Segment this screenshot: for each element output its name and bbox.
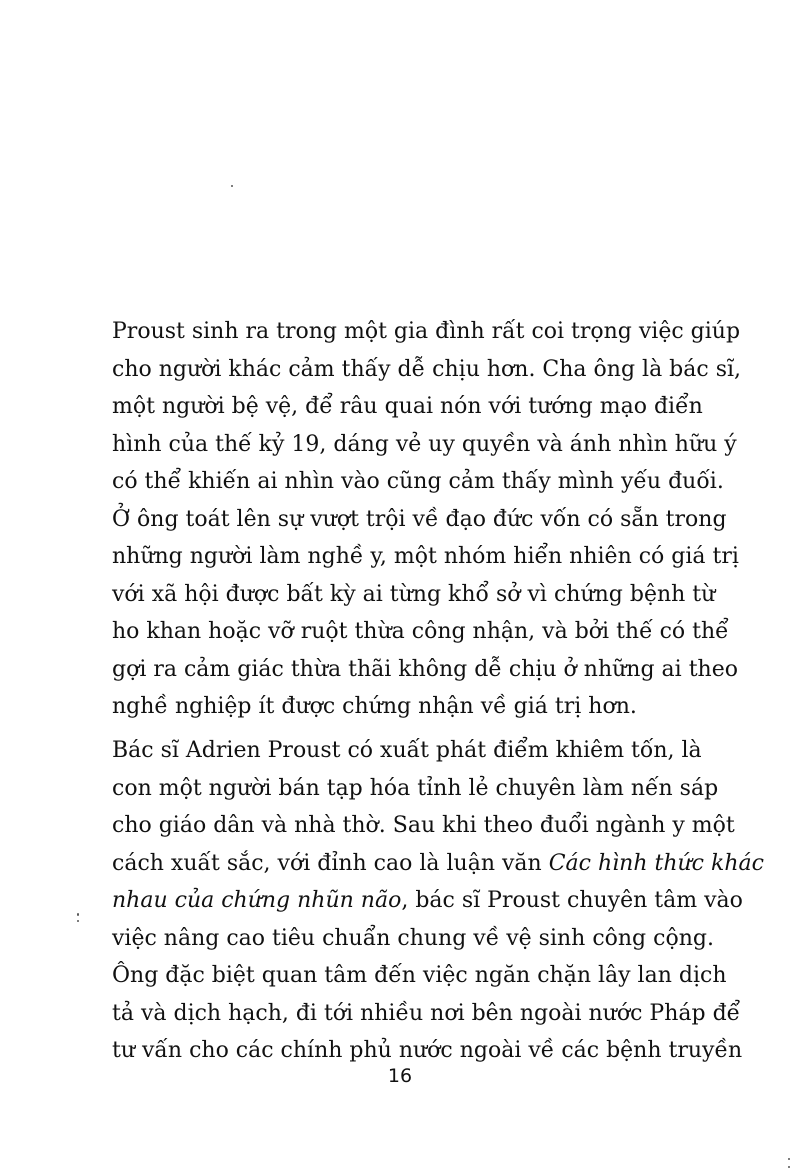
text-line: tả và dịch hạch, đi tới nhiều nơi bên ngoài nước Pháp để (112, 1000, 741, 1026)
text-line: với xã hội được bất kỳ ai từng khổ sở vì chứng bệnh từ (112, 581, 716, 607)
text-line: hình của thế kỷ 19, dáng vẻ uy quyền và ánh nhìn hữu ý (112, 431, 737, 457)
text-line: Proust sinh ra trong một gia đình rất coi trọng việc giúp (112, 319, 741, 344)
scan-speck (77, 920, 79, 922)
text-segment: , bác sĩ Proust chuyên tâm vào (401, 888, 743, 913)
scan-speck (77, 913, 79, 916)
text-line: cho người khác cảm thấy dễ chịu hơn. Cha ông là bác sĩ, (112, 356, 742, 382)
scan-speck (231, 185, 233, 187)
text-line: Bác sĩ Adrien Proust có xuất phát điểm khiêm tốn, là (112, 738, 702, 763)
text-line: cho giáo dân và nhà thờ. Sau khi theo đuổi ngành y một (112, 813, 735, 838)
paragraph-1 (112, 313, 742, 726)
text-line: có thể khiến ai nhìn vào cũng cảm thấy mình yếu đuối. (112, 469, 724, 494)
text-segment: cách xuất sắc, với đỉnh cao là luận văn (112, 850, 549, 876)
text-line: ho khan hoặc vỡ ruột thừa công nhận, và bởi thế có thể (112, 619, 729, 644)
text-line: gợi ra cảm giác thừa thãi không dễ chịu ở những ai theo (112, 656, 738, 682)
text-line (112, 882, 743, 920)
thesis-title-part-1: Các hình thức khác (548, 850, 764, 876)
scan-speck (788, 1158, 790, 1160)
text-line: Ông đặc biệt quan tâm đến việc ngăn chặn lây lan dịch (112, 963, 727, 988)
text-line: một người bệ vệ, để râu quai nón với tướng mạo điển (112, 394, 703, 419)
thesis-title-part-2: nhau của chứng nhũn não (112, 888, 402, 913)
text-line: việc nâng cao tiêu chuẩn chung về vệ sinh công cộng. (112, 925, 714, 951)
text-line: nghề nghiệp ít được chứng nhận về giá trị hơn. (112, 694, 637, 719)
text-line: Ở ông toát lên sự vượt trội về đạo đức vốn có sẵn trong (112, 506, 727, 532)
scan-speck (788, 1166, 790, 1168)
text-line: tư vấn cho các chính phủ nước ngoài về các bệnh truyền (112, 1038, 743, 1063)
paragraph-2 (112, 732, 764, 1070)
text-line: những người làm nghề y, một nhóm hiển nhiên có giá trị (112, 544, 739, 569)
page-number: 16 (387, 1065, 413, 1087)
text-line: con một người bán tạp hóa tỉnh lẻ chuyên làm nến sáp (112, 775, 719, 801)
text-line (112, 845, 764, 883)
